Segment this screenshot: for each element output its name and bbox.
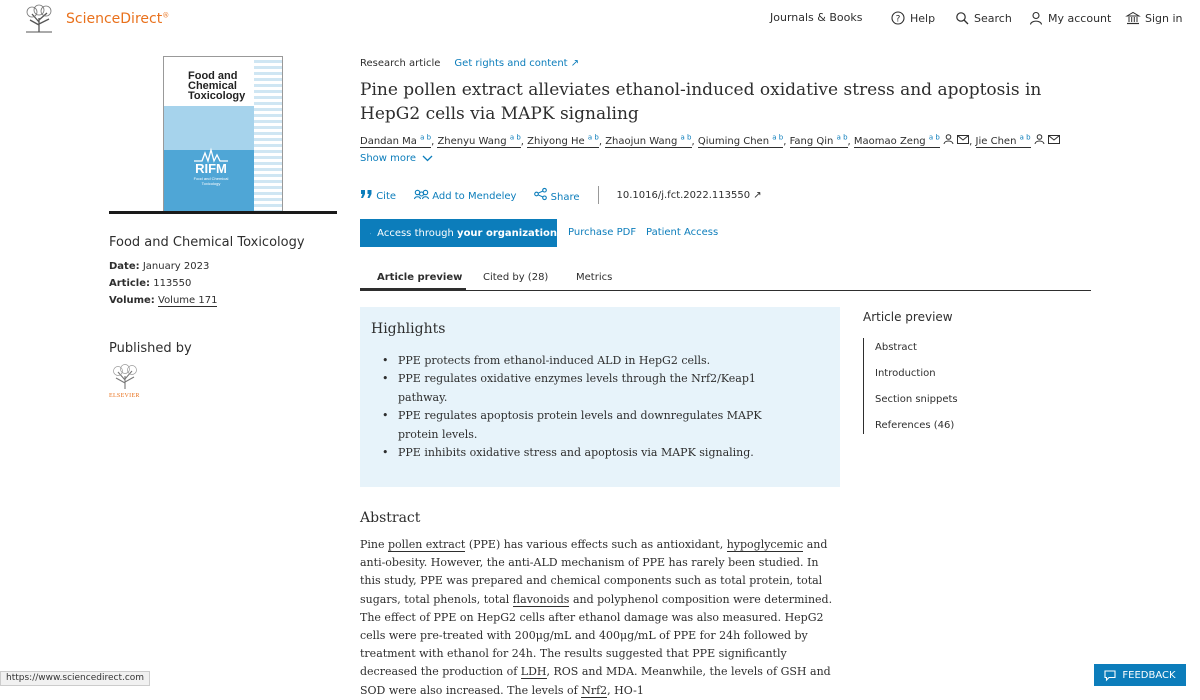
access-through-organization-button[interactable]: Access through your organization	[360, 219, 557, 247]
chevron-down-icon	[422, 155, 433, 162]
journal-cover-image[interactable]	[163, 56, 283, 212]
author-link[interactable]: Fang Qin $^{a b}$	[789, 134, 848, 148]
article-tabs	[360, 266, 1091, 291]
topic-link[interactable]: LDH	[520, 665, 547, 679]
sciencedirect-logo[interactable]: ScienceDirect®	[66, 11, 170, 27]
share-icon	[534, 188, 547, 200]
purchase-pdf-link[interactable]: Purchase PDF	[568, 227, 637, 238]
status-bar-url: https://www.sciencedirect.com	[0, 671, 150, 686]
nav-journals-books[interactable]: Journals & Books	[770, 11, 863, 24]
list-item: • PPE protects from ethanol-induced ALD in HepG2 cells.	[382, 352, 802, 370]
highlights-box	[360, 307, 840, 487]
article-number: Article: 113550	[109, 278, 192, 289]
article-type: Research article	[360, 58, 441, 69]
topic-link[interactable]: Nrf2	[581, 683, 608, 697]
highlights-list	[382, 352, 802, 462]
institution-icon	[370, 227, 371, 240]
highlights-heading: Highlights	[371, 321, 446, 337]
journal-name-link[interactable]: Food and Chemical Toxicology	[109, 235, 305, 250]
active-tab-indicator	[360, 288, 466, 291]
quote-icon	[360, 189, 373, 199]
top-bar	[0, 0, 1200, 40]
nav-sign-in[interactable]: Sign in	[1126, 11, 1183, 25]
list-item: • PPE inhibits oxidative stress and apoptosis via MAPK signaling.	[382, 444, 802, 462]
outline-item-section-snippets[interactable]: Section snippets	[875, 394, 958, 405]
list-item: • PPE regulates apoptosis protein levels and downregulates MAPK protein levels.	[382, 407, 802, 444]
mendeley-icon	[414, 189, 429, 199]
svg-text:?: ?	[895, 14, 901, 25]
topic-link[interactable]: flavonoids	[512, 592, 570, 606]
outline-heading: Article preview	[863, 310, 953, 324]
article-outline	[863, 338, 958, 434]
search-icon	[955, 11, 969, 25]
author-list: Dandan Ma $^{a b}$, Zhenyu Wang $^{a b}$, Zhiyong He $^{a b}$, Zhaojun Wang $^{a b}$, Qiuming Chen $^{a b}$, Fang Qin $^{a b}$, Maomao Zeng $^{a b}$ , Jie Chen $^{a b}$	[360, 134, 1120, 147]
elsevier-tree-icon[interactable]	[22, 4, 56, 34]
add-to-mendeley-button[interactable]: Add to Mendeley	[414, 189, 516, 202]
elsevier-logo-icon[interactable]	[109, 364, 141, 390]
feedback-button[interactable]: FEEDBACK	[1094, 664, 1186, 686]
author-link[interactable]: Zhiyong He $^{a b}$	[527, 134, 599, 148]
nav-my-account[interactable]: My account	[1029, 11, 1111, 25]
issue-date: Date: January 2023	[109, 261, 210, 272]
elsevier-wordmark: ELSEVIER	[109, 393, 140, 399]
article-title: Pine pollen extract alleviates ethanol-induced oxidative stress and apoptosis in HepG2 cells via MAPK signaling	[360, 80, 1042, 124]
abstract-heading: Abstract	[360, 510, 421, 526]
cover-contents-strip	[254, 57, 282, 213]
abstract-text: Pine pollen extract (PPE) has various effects such as antioxidant, hypoglycemic and anti-obesity. However, the anti-ALD mechanism of PPE has rarely been studied. In this study, PPE was prepared and chemical components such as total protein, total sugars, total phenols, total flavonoids and polyphenol composition were determined. The effect of PPE on HepG2 cells after ethanol damage was also measured. HepG2 cells were pre-treated with 200μg/mL and 400μg/mL of PPE for 24h followed by treatment with ethanol for 24h. The results suggested that PPE significantly decreased the production of LDH, ROS and MDA. Meanwhile, the levels of GSH and SOD were also increased. The levels of Nrf2, HO-1	[360, 538, 833, 697]
patient-access-link[interactable]: Patient Access	[646, 227, 719, 238]
outline-item-introduction[interactable]: Introduction	[875, 368, 936, 379]
author-link[interactable]: Zhenyu Wang $^{a b}$	[437, 134, 521, 148]
get-rights-link[interactable]: Get rights and content ↗	[454, 58, 580, 69]
email-icon[interactable]	[957, 135, 969, 144]
cite-button[interactable]: Cite	[360, 189, 396, 202]
outline-item-abstract[interactable]: Abstract	[875, 342, 917, 353]
author-link[interactable]: Jie Chen $^{a b}$	[975, 134, 1031, 148]
chat-bubble-icon	[1104, 670, 1116, 681]
cover-divider	[109, 211, 337, 214]
user-icon	[1029, 11, 1043, 25]
author-link[interactable]: Maomao Zeng $^{a b}$	[853, 134, 940, 148]
list-item: • PPE regulates oxidative enzymes levels through the Nrf2/Keap1 pathway.	[382, 370, 802, 407]
tab-cited-by[interactable]: Cited by (28)	[483, 272, 549, 283]
article-actions	[360, 186, 762, 204]
tab-metrics[interactable]: Metrics	[576, 272, 613, 283]
cover-middle-panel	[164, 106, 256, 150]
actions-divider	[598, 186, 599, 204]
article-kicker	[360, 58, 579, 69]
email-icon[interactable]	[1048, 135, 1060, 144]
published-by-heading: Published by	[109, 341, 192, 356]
show-more-button[interactable]: Show more	[360, 153, 433, 164]
tab-article-preview[interactable]: Article preview	[377, 272, 463, 283]
topic-link[interactable]: pollen extract	[388, 538, 466, 551]
doi-link[interactable]: 10.1016/j.fct.2022.113550 ↗	[616, 189, 762, 201]
outline-item-references[interactable]: References (46)	[875, 420, 955, 431]
person-icon[interactable]	[943, 134, 954, 144]
share-button[interactable]: Share	[534, 188, 579, 203]
nav-help[interactable]: ? Help	[891, 11, 935, 25]
cover-rifm-logo: RIFM Food and Chemical Toxicology	[193, 161, 229, 186]
author-link[interactable]: Zhaojun Wang $^{a b}$	[605, 134, 692, 148]
person-icon[interactable]	[1034, 134, 1045, 144]
author-link[interactable]: Qiuming Chen $^{a b}$	[697, 134, 784, 148]
author-link[interactable]: Dandan Ma $^{a b}$	[360, 134, 432, 148]
cover-title: Food and Chemical Toxicology	[188, 70, 246, 102]
nav-search[interactable]: Search	[955, 11, 1012, 25]
institution-icon	[1126, 11, 1140, 25]
volume: Volume: Volume 171	[109, 295, 218, 306]
volume-link[interactable]: Volume 171	[158, 295, 218, 306]
topic-link[interactable]: hypoglycemic	[726, 538, 804, 551]
help-circle-icon	[891, 11, 905, 25]
